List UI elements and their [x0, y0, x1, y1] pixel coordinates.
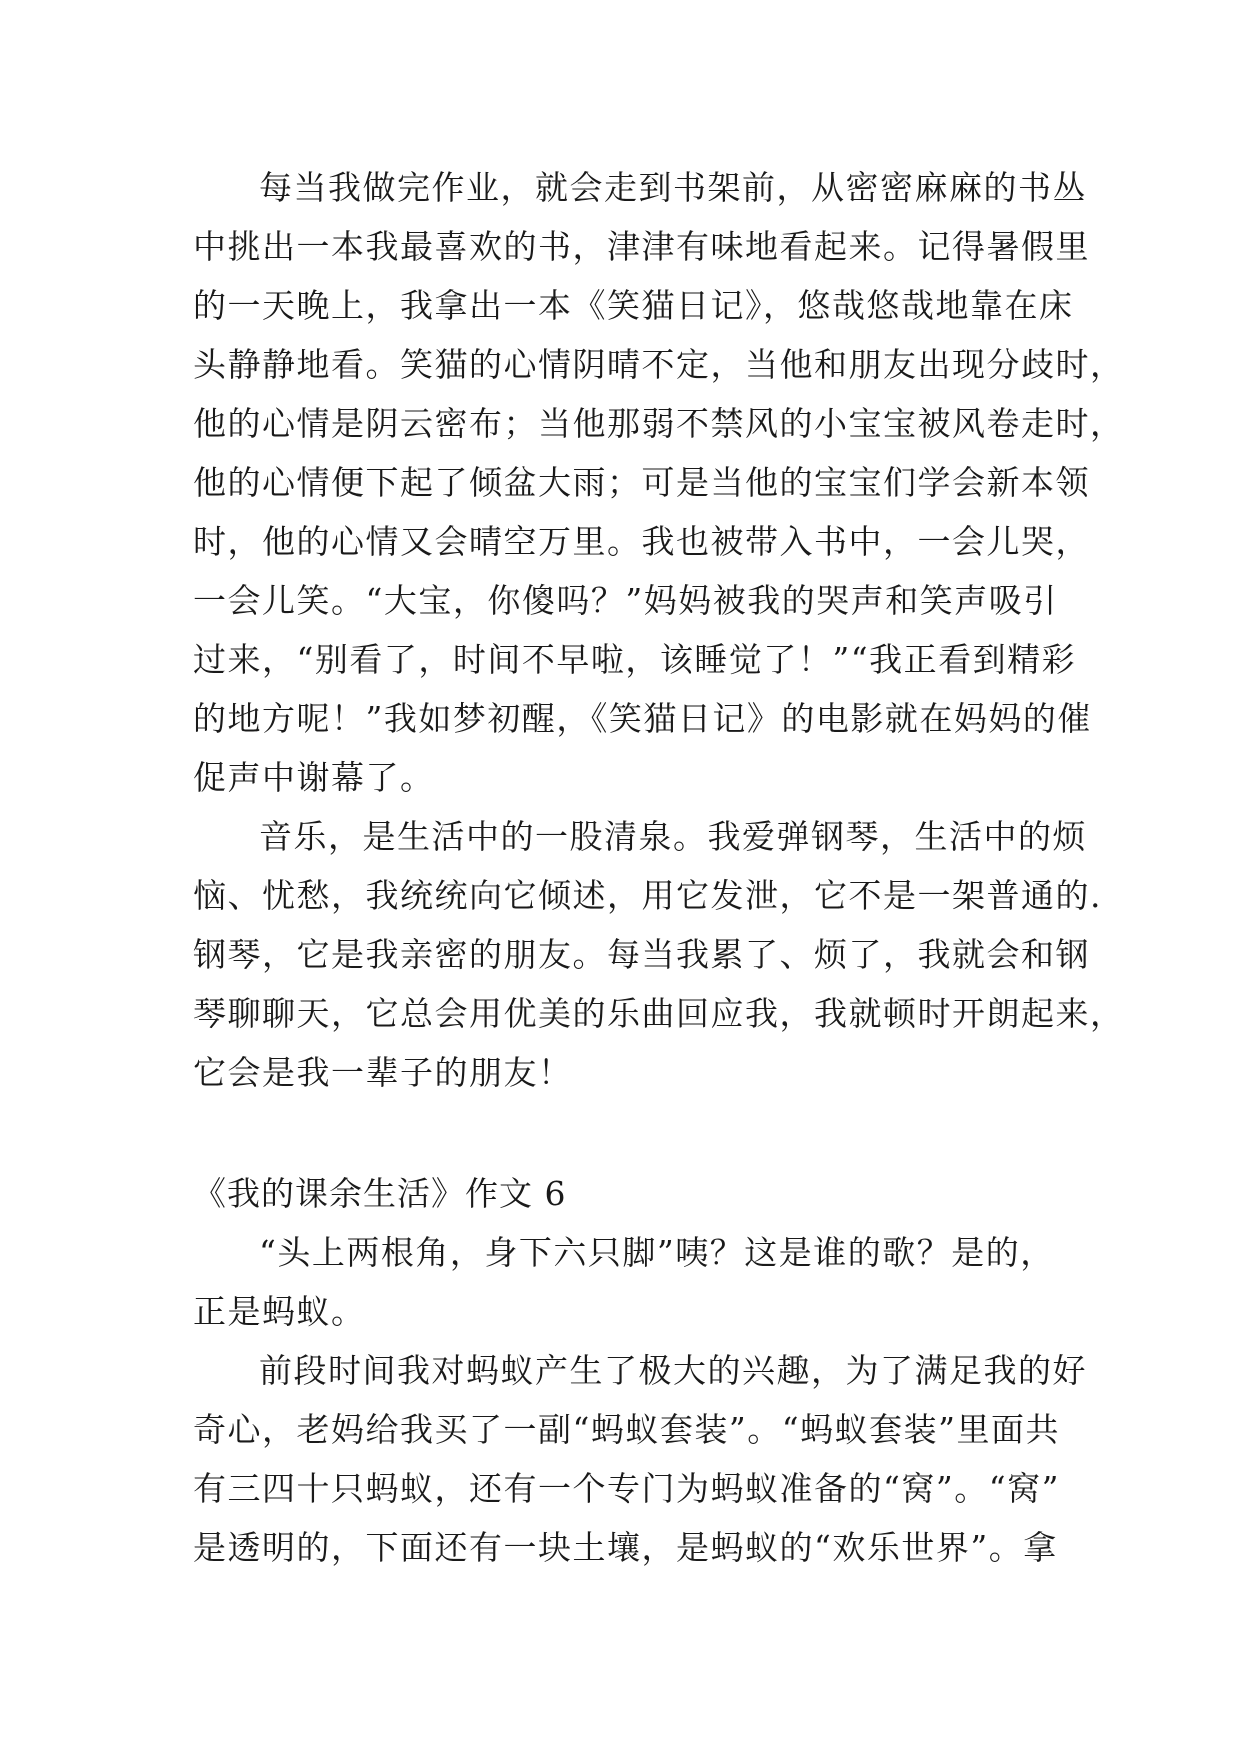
- text-line: 有三四十只蚂蚁，还有一个专门为蚂蚁准备的“窝”。“窝”: [193, 1469, 1060, 1508]
- text-line: 时，他的心情又会晴空万里。我也被带入书中，一会儿哭，: [193, 522, 1090, 561]
- document-page: [193, 158, 1125, 1577]
- paragraph-music: [193, 807, 1125, 1102]
- paragraph-ant-set: [193, 1341, 1087, 1577]
- text-line: 是透明的，下面还有一块土壤，是蚂蚁的“欢乐世界”。拿: [193, 1528, 1058, 1567]
- text-line: 正是蚂蚁。: [193, 1292, 366, 1331]
- text-line: 头静静地看。笑猫的心情阴晴不定，当他和朋友出现分歧时，: [193, 345, 1125, 384]
- text-line: 奇心，老妈给我买了一副“蚂蚁套装”。“蚂蚁套装”里面共: [193, 1410, 1060, 1449]
- text-line: 一会儿笑。“大宝，你傻吗？”妈妈被我的哭声和笑声吸引: [193, 581, 1058, 620]
- text-line: 它会是我一辈子的朋友！: [193, 1053, 573, 1092]
- text-line: 过来，“别看了，时间不早啦，该睡觉了！”“我正看到精彩: [193, 640, 1077, 679]
- text-line: 钢琴，它是我亲密的朋友。每当我累了、烦了，我就会和钢: [193, 935, 1090, 974]
- text-line: 他的心情便下起了倾盆大雨；可是当他的宝宝们学会新本领: [193, 463, 1090, 502]
- paragraph-reading: [193, 158, 1125, 807]
- text-line: 的一天晚上，我拿出一本《笑猫日记》，悠哉悠哉地靠在床: [193, 286, 1074, 325]
- text-line: 琴聊聊天，它总会用优美的乐曲回应我，我就顿时开朗起来，: [193, 994, 1125, 1033]
- section-title: 《我的课余生活》作文 6: [193, 1174, 567, 1213]
- text-line: 他的心情是阴云密布；当他那弱不禁风的小宝宝被风卷走时，: [193, 404, 1125, 443]
- section-spacer: [193, 1102, 1046, 1164]
- text-line: 中挑出一本我最喜欢的书，津津有味地看起来。记得暑假里: [193, 227, 1090, 266]
- text-line: 恼、忧愁，我统统向它倾述，用它发泄，它不是一架普通的.: [193, 876, 1102, 915]
- text-line: 的地方呢！”我如梦初醒，《笑猫日记》的电影就在妈妈的催: [193, 699, 1092, 738]
- paragraph-ant-intro: [193, 1223, 1055, 1341]
- text-line: 促声中谢幕了。: [193, 758, 435, 797]
- text-line: 每当我做完作业，就会走到书架前，从密密麻麻的书丛: [259, 168, 1087, 207]
- text-line: 前段时间我对蚂蚁产生了极大的兴趣，为了满足我的好: [259, 1351, 1087, 1390]
- text-line: 音乐，是生活中的一股清泉。我爱弹钢琴，生活中的烦: [259, 817, 1087, 856]
- text-line: “头上两根角，身下六只脚”咦？这是谁的歌？是的，: [259, 1233, 1055, 1272]
